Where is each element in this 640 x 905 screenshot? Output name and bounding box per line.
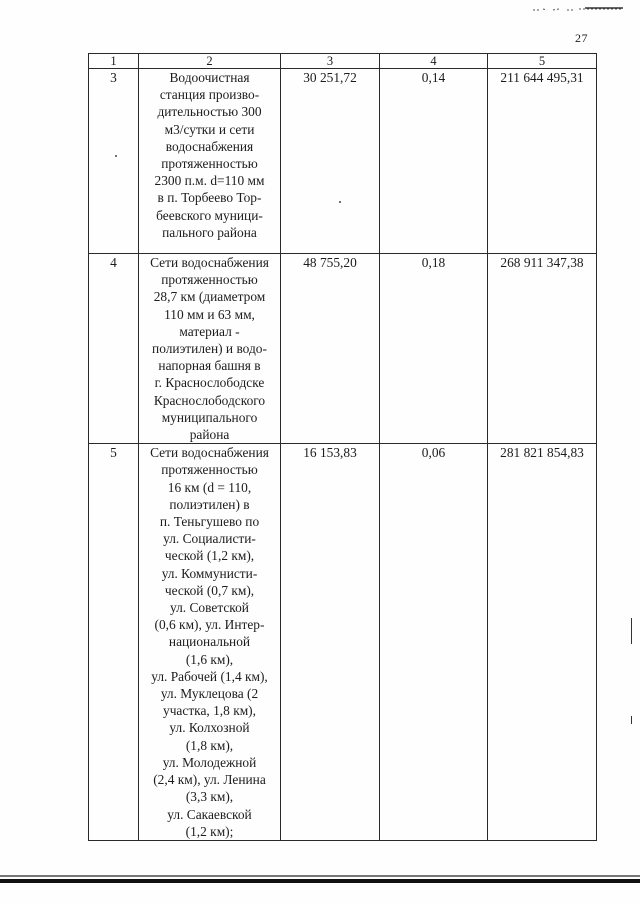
scan-shadow-bar xyxy=(0,879,640,883)
description-line: 16 км (d = 110, xyxy=(167,479,252,495)
description-line: Краснослободского xyxy=(153,392,266,408)
data-table xyxy=(88,53,597,841)
header-cell: 3 xyxy=(281,54,380,69)
description-line: станция произво- xyxy=(159,87,260,103)
description-line: Водоочистная xyxy=(169,70,250,85)
description-line: водоснабжения xyxy=(165,138,254,154)
row-number: 3 xyxy=(89,69,139,254)
header-cell: 1 xyxy=(89,54,139,69)
description-line: (0,6 км), ул. Интер- xyxy=(154,617,265,633)
description-line: протяженностью xyxy=(161,156,258,172)
description-line: Сети водоснабжения xyxy=(150,445,269,461)
row-number: 5 xyxy=(89,444,139,841)
description-line: ул. Социалисти- xyxy=(163,531,256,547)
table-row xyxy=(89,69,597,254)
description-line: напорная башня в xyxy=(158,358,261,374)
description-line: (1,8 км), xyxy=(185,737,234,753)
description-line: ул. Молодежной xyxy=(162,754,257,770)
description-line: участка, 1,8 км), xyxy=(163,703,256,719)
row-value-col4: 0,18 xyxy=(380,254,488,444)
description-line: ческой (1,2 км), xyxy=(164,548,255,564)
row-value-col4: 0,06 xyxy=(380,444,488,841)
row-description xyxy=(139,444,281,841)
row-description xyxy=(139,254,281,444)
description-line: (3,3 км), xyxy=(185,789,234,805)
description-line: ул. Сакаевской xyxy=(167,806,252,822)
table-row xyxy=(89,254,597,444)
description-line: полиэтилен) и водо- xyxy=(152,341,267,357)
row-value-col5: 211 644 495,31 xyxy=(488,69,597,254)
header-cell: 5 xyxy=(488,54,597,69)
description-line: протяженностью xyxy=(161,462,258,478)
scan-edge-mark xyxy=(631,716,632,724)
description-line: полиэтилен) в xyxy=(169,496,250,512)
description-line: национальной xyxy=(168,634,251,650)
description-line: ул. Коммунисти- xyxy=(161,565,258,581)
description-line: протяженностью xyxy=(161,272,258,288)
row-value-col3: 16 153,83 xyxy=(281,444,380,841)
description-line: муниципального xyxy=(161,409,258,425)
description-line: ческой (0,7 км), xyxy=(164,582,255,598)
page-number: 27 xyxy=(575,31,588,45)
description-line: 28,7 км (диаметром xyxy=(153,289,266,305)
description-line: в п. Торбеево Тор- xyxy=(157,190,262,206)
description-line: дительностью 300 xyxy=(157,104,262,120)
scan-edge-mark xyxy=(631,618,632,644)
description-line: района xyxy=(189,427,230,443)
scan-noise-mark xyxy=(533,6,623,12)
description-line: ул. Рабочей (1,4 км), xyxy=(151,668,268,684)
description-line: ул. Колхозной xyxy=(169,720,250,736)
row-value-col3: 30 251,72 xyxy=(281,69,380,254)
header-cell: 2 xyxy=(139,54,281,69)
table-header-row xyxy=(89,54,597,69)
description-line: ул. Советской xyxy=(170,600,249,616)
row-number: 4 xyxy=(89,254,139,444)
header-cell: 4 xyxy=(380,54,488,69)
row-description xyxy=(139,69,281,254)
description-line: п. Теньгушево по xyxy=(159,514,260,530)
description-line: ул. Муклецова (2 xyxy=(160,686,259,702)
description-line: пального района xyxy=(162,224,257,240)
description-line: (1,2 км); xyxy=(185,823,234,839)
scan-shadow-edge xyxy=(0,875,640,877)
row-value-col4: 0,14 xyxy=(380,69,488,254)
row-value-col5: 281 821 854,83 xyxy=(488,444,597,841)
table-row xyxy=(89,444,597,841)
row-value-col5: 268 911 347,38 xyxy=(488,254,597,444)
description-line: 110 мм и 63 мм, xyxy=(164,306,255,322)
description-line: 2300 п.м. d=110 мм xyxy=(154,173,265,189)
description-line: м3/сутки и сети xyxy=(164,121,255,137)
description-line: беевского муници- xyxy=(156,207,263,223)
description-line: (2,4 км), ул. Ленина xyxy=(153,772,266,788)
description-line: (1,6 км), xyxy=(185,651,234,667)
description-line: материал - xyxy=(179,323,240,339)
row-value-col3: 48 755,20 xyxy=(281,254,380,444)
description-line: г. Краснослободске xyxy=(154,375,265,391)
description-line: Сети водоснабжения xyxy=(150,255,269,270)
